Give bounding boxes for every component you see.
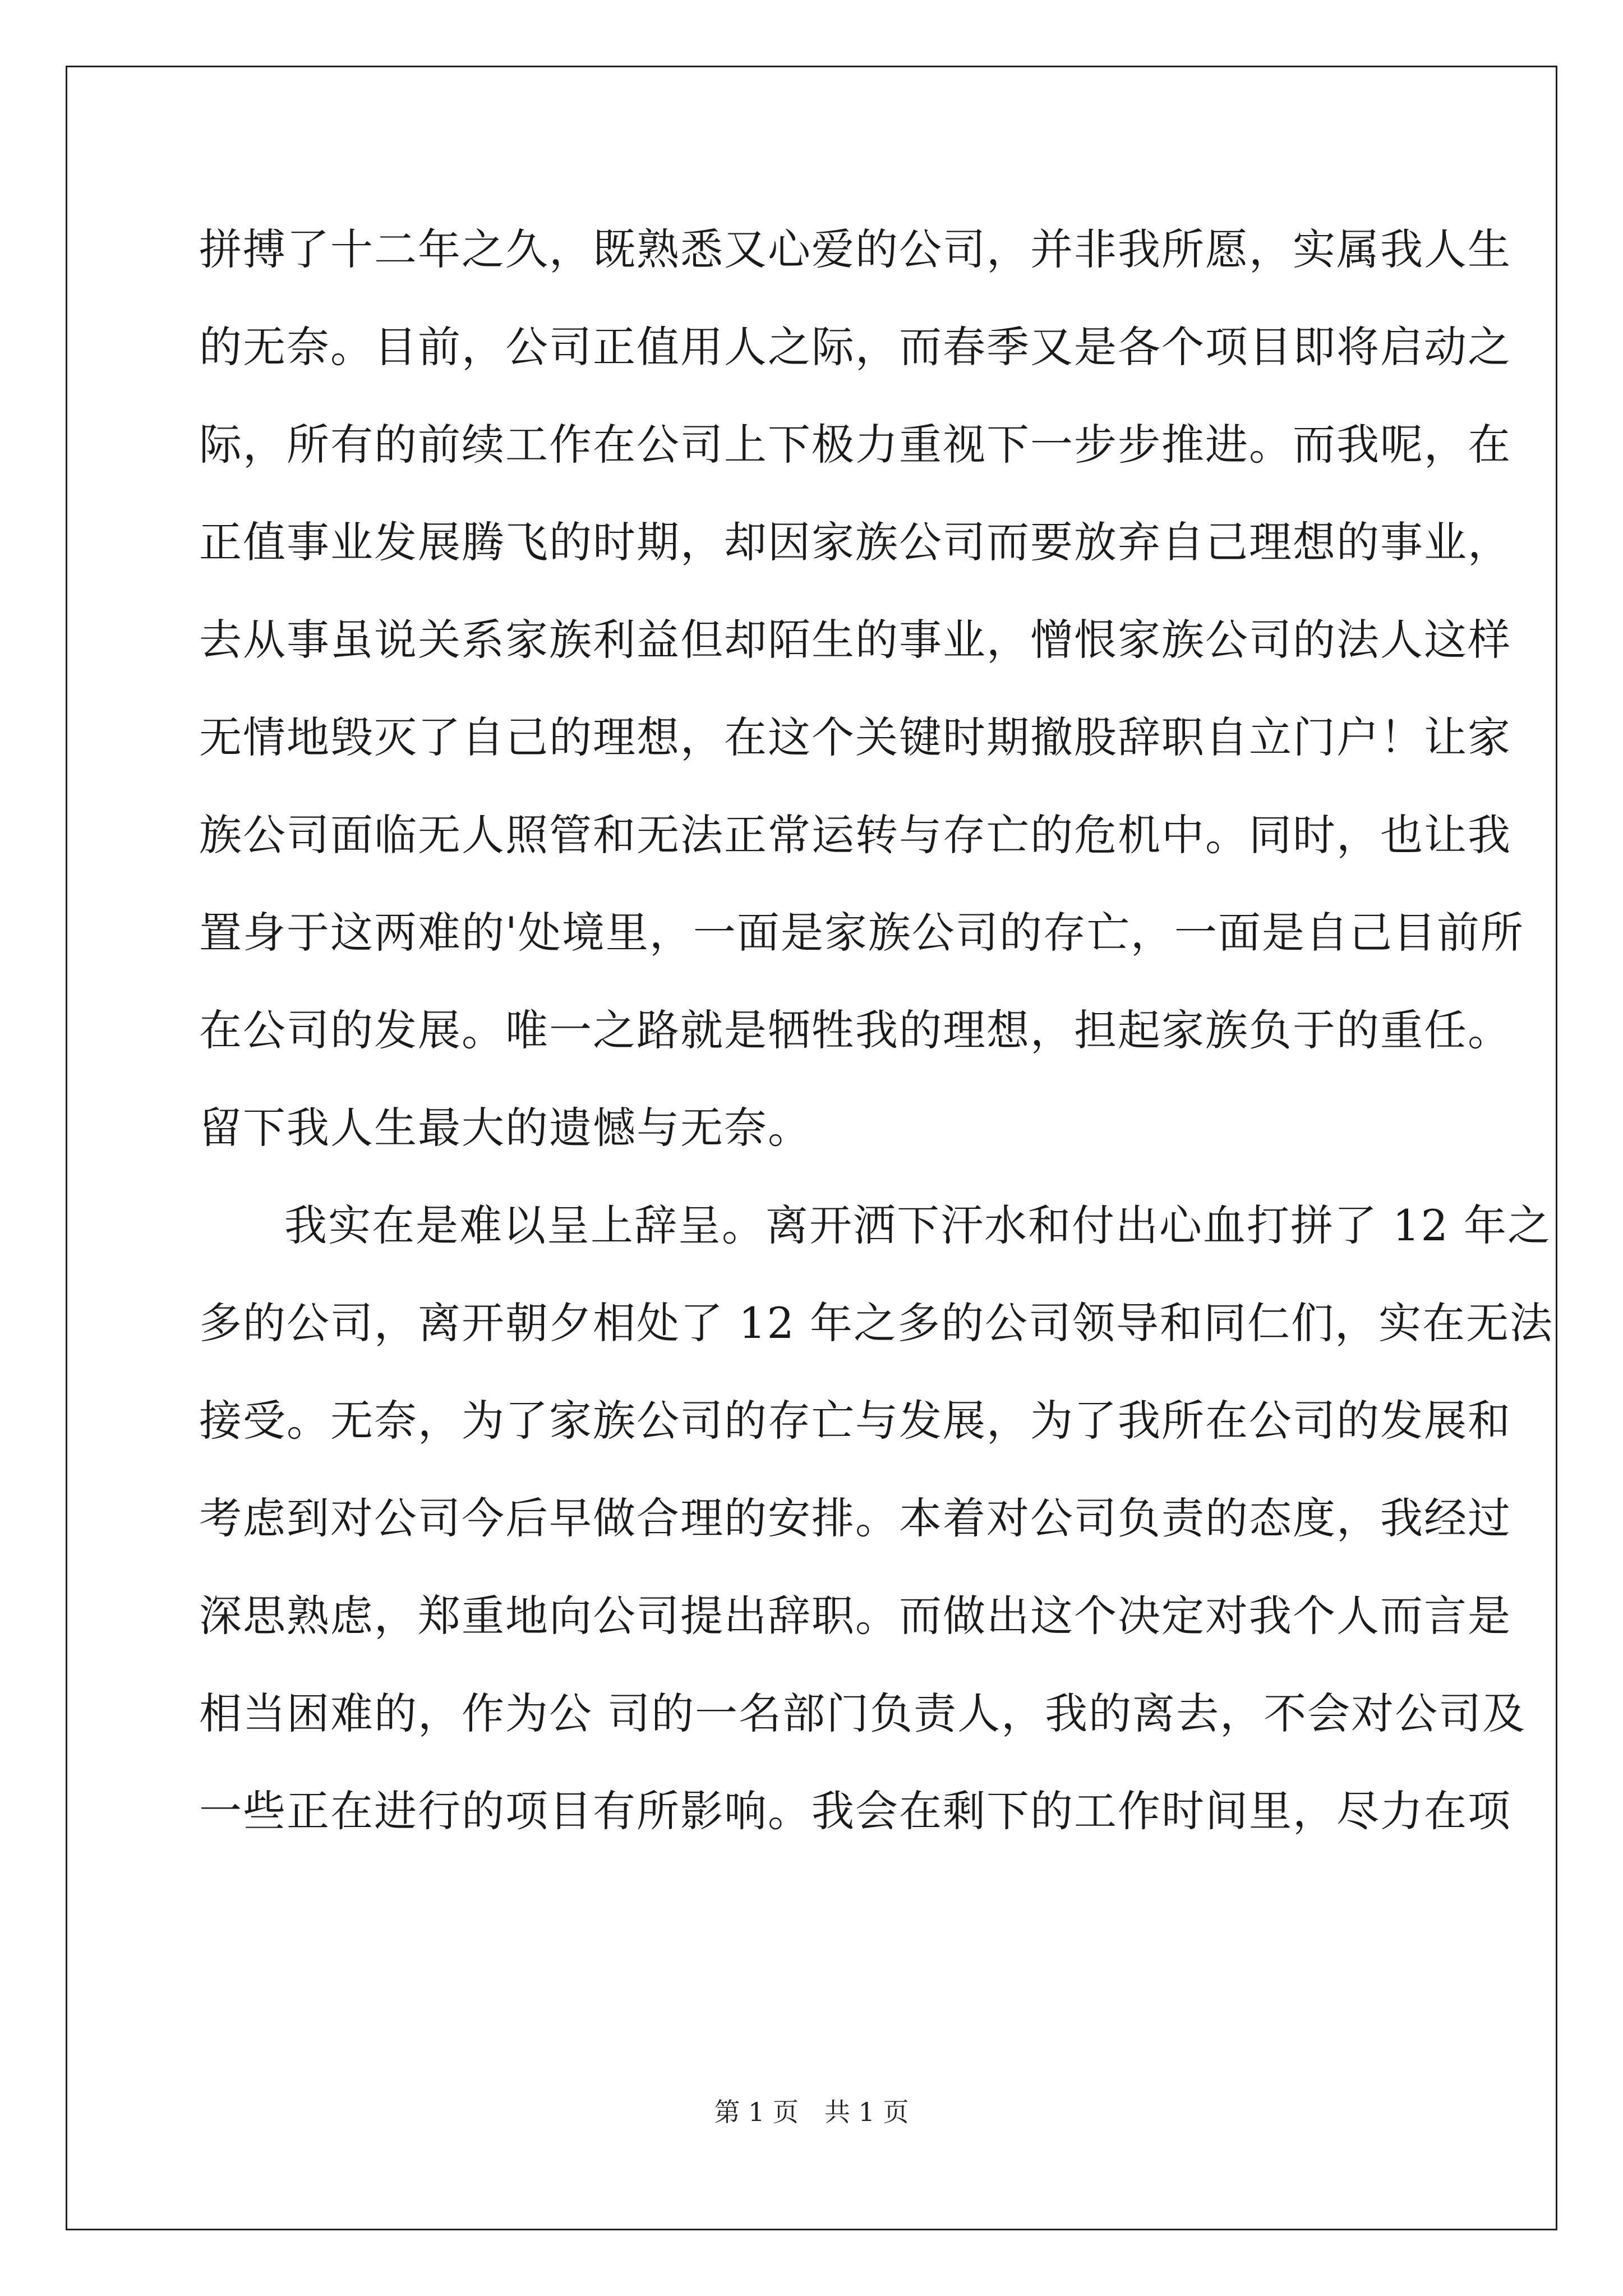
text-line: 相当困难的，作为公 司的一名部门负责人，我的离去，不会对公司及: [199, 1688, 1527, 1738]
text-line: 接受。无奈，为了家族公司的存亡与发展，为了我所在公司的发展和: [199, 1396, 1511, 1446]
text-line: 去从事虽说关系家族利益但却陌生的事业，憎恨家族公司的法人这样: [199, 615, 1511, 665]
text-line: 族公司面临无人照管和无法正常运转与存亡的危机中。同时，也让我: [199, 810, 1511, 860]
text-line: 考虑到对公司今后早做合理的安排。本着对公司负责的态度，我经过: [199, 1493, 1511, 1543]
text-line: 多的公司，离开朝夕相处了 12 年之多的公司领导和同仁们，实在无法: [199, 1298, 1554, 1348]
text-line: 的无奈。目前，公司正值用人之际，而春季又是各个项目即将启动之: [199, 322, 1511, 372]
text-line: 置身于这两难的'处境里，一面是家族公司的存亡，一面是自己目前所: [199, 908, 1524, 958]
text-line: 一些正在进行的项目有所影响。我会在剩下的工作时间里，尽力在项: [199, 1786, 1511, 1836]
text-line: 留下我人生最大的遗憾与无奈。: [199, 1103, 811, 1153]
text-line: 拼搏了十二年之久，既熟悉又心爱的公司，并非我所愿，实属我人生: [199, 224, 1511, 274]
page-number: 第 1 页 共 1 页: [714, 2097, 909, 2127]
text-line: 我实在是难以呈上辞呈。离开洒下汗水和付出心血打拼了 12 年之: [284, 1200, 1552, 1250]
text-line: 在公司的发展。唯一之路就是牺牲我的理想，担起家族负于的重任。: [199, 1005, 1511, 1055]
text-line: 无情地毁灭了自己的理想，在这个关键时期撤股辞职自立门户！让家: [199, 712, 1511, 762]
text-line: 际，所有的前续工作在公司上下极力重视下一步步推进。而我呢，在: [199, 420, 1511, 470]
text-line: 深思熟虑，郑重地向公司提出辞职。而做出这个决定对我个人而言是: [199, 1591, 1511, 1641]
text-line: 正值事业发展腾飞的时期，却因家族公司而要放弃自己理想的事业，: [199, 517, 1511, 567]
document-body: [199, 222, 1554, 1881]
